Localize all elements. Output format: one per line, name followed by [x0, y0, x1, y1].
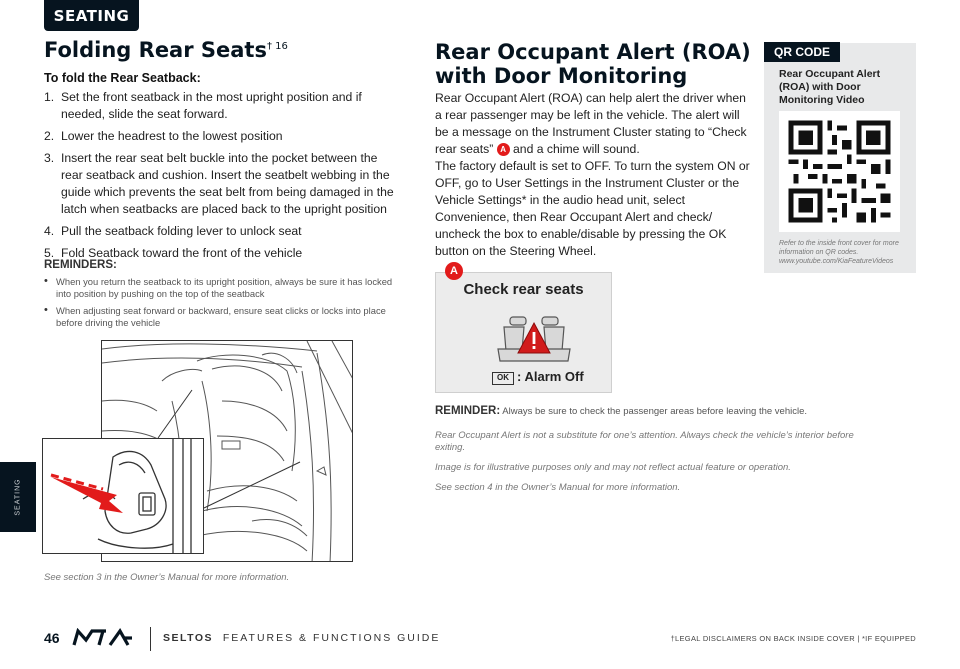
- guide-label: FEATURES & FUNCTIONS GUIDE: [222, 632, 441, 644]
- roa-paragraph-1: [435, 90, 753, 158]
- title-superscript: † 16: [266, 41, 288, 52]
- step-number: 3.: [44, 151, 55, 165]
- footer-divider: [150, 627, 151, 651]
- step-text: Pull the seatback folding lever to unlock seat: [61, 224, 302, 238]
- para1-text: Rear Occupant Alert (ROA) can help alert the driver when a rear passenger may be left in the vehicle. The alert will be a message on the Instrument Cluster stating to “Check rear seats”: [435, 91, 747, 156]
- step-text: Set the front seatback in the most upright position and if needed, slide the seat forward.: [61, 90, 362, 121]
- reminders-heading: REMINDERS:: [44, 259, 117, 271]
- step-item: [44, 150, 402, 218]
- page-number: 46: [44, 630, 60, 646]
- cluster-alert-screen: [435, 272, 612, 393]
- reminder-item: • When adjusting seat forward or backward, ensure seat clicks or locks into place before driving the vehicle: [44, 305, 404, 329]
- model-name: SELTOS: [163, 632, 214, 644]
- roa-title: [435, 40, 765, 88]
- qr-video-title: Rear Occupant Alert (ROA) with Door Monitoring Video: [779, 68, 881, 106]
- roa-title-line2: with Door Monitoring: [435, 64, 688, 88]
- roa-paragraph-2: The factory default is set to OFF. To turn the system ON or OFF, go to User Settings in the Instrument Cluster or the Vehicle Settings* in the audio head unit, select Convenience, then Rear Occupant Alert and check/ uncheck the box to enable/disable by pressing the OK button on the Steering Wheel.: [435, 159, 750, 258]
- step-number: 1.: [44, 90, 55, 104]
- guide-name: [163, 632, 440, 644]
- callout-badge-inline: A: [497, 143, 510, 156]
- reminder-text: Always be sure to check the passenger areas before leaving the vehicle.: [502, 406, 808, 417]
- rear-seat-icon: [494, 311, 574, 367]
- step-number: 5.: [44, 246, 55, 260]
- kia-logo: [72, 628, 138, 648]
- alarm-off-label: : Alarm Off: [517, 369, 584, 384]
- step-text: Fold Seatback toward the front of the vehicle: [61, 246, 303, 260]
- roa-reminder: [435, 405, 855, 417]
- fold-steps-list: [44, 89, 402, 267]
- side-tab-label: SEATING: [14, 478, 22, 516]
- qr-code-image[interactable]: [779, 111, 900, 232]
- check-rear-seats-message: Check rear seats: [463, 281, 584, 298]
- lever-detail-drawing: [43, 439, 204, 554]
- section-tab: [44, 0, 139, 31]
- seat-lever-detail-inset: [42, 438, 204, 554]
- roa-title-line1: Rear Occupant Alert (ROA): [435, 40, 751, 64]
- folding-rear-seats-title: [44, 38, 288, 62]
- roa-note-1: Rear Occupant Alert is not a substitute for one’s attention. Always check the vehicle’s interior before exiting.: [435, 430, 854, 453]
- qr-code-graphic: [779, 111, 900, 232]
- reminder-heading: REMINDER:: [435, 405, 501, 417]
- fold-subhead: To fold the Rear Seatback:: [44, 71, 201, 85]
- qr-code-tab: QR CODE: [764, 42, 840, 62]
- left-title-text: Folding Rear Seats: [44, 38, 267, 62]
- ok-button-glyph: OK: [492, 372, 514, 385]
- step-item: [44, 223, 402, 240]
- reminder-item: • When you return the seatback to its upright position, always be sure it has locked into position by pushing on the top of the seatback: [44, 276, 404, 300]
- step-text: Insert the rear seat belt buckle into the pocket between the rear seatback and cushion. Insert the seatbelt webbing in the guide which prevents the seat belt from being damaged in the latch when seatbacks are placed back to the upright position: [61, 151, 394, 216]
- para1-text-end: and a chime will sound.: [513, 142, 640, 156]
- side-section-tab: [0, 462, 36, 532]
- qr-note: Refer to the inside front cover for more information on QR codes. www.youtube.com/KiaFeatureVideos: [779, 240, 899, 265]
- roa-note-3: See section 4 in the Owner’s Manual for more information.: [435, 482, 681, 493]
- footer-disclaimer: †LEGAL DISCLAIMERS ON BACK INSIDE COVER | *IF EQUIPPED: [670, 634, 916, 643]
- section-tab-label: SEATING: [53, 6, 130, 25]
- step-item: [44, 89, 402, 123]
- reminders-list: [44, 276, 404, 334]
- roa-note-2: Image is for illustrative purposes only and may not reflect actual feature or operation.: [435, 462, 791, 473]
- step-text: Lower the headrest to the lowest position: [61, 129, 283, 143]
- left-caption: See section 3 in the Owner’s Manual for more information.: [44, 572, 290, 583]
- step-number: 4.: [44, 224, 55, 238]
- step-item: [44, 128, 402, 145]
- callout-a-marker: A: [445, 262, 463, 280]
- step-number: 2.: [44, 129, 55, 143]
